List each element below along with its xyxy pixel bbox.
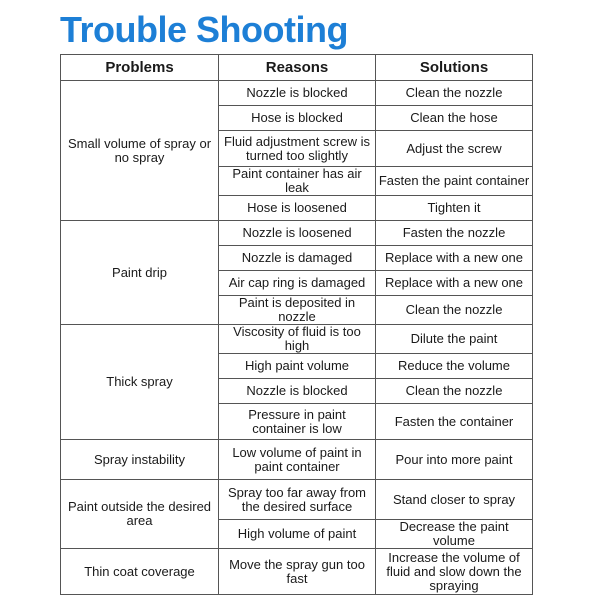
- problem-cell: Thick spray: [61, 325, 219, 440]
- solution-cell: Clean the nozzle: [376, 296, 533, 325]
- solution-cell: Tighten it: [376, 196, 533, 221]
- table-row: [61, 325, 533, 354]
- solution-cell: Dilute the paint: [376, 325, 533, 354]
- problem-cell: Paint drip: [61, 221, 219, 325]
- reason-cell: Paint is deposited in nozzle: [219, 296, 376, 325]
- solution-cell: Stand closer to spray: [376, 480, 533, 520]
- reason-cell: Paint container has air leak: [219, 167, 376, 196]
- problem-cell: Spray instability: [61, 440, 219, 480]
- table-row: [61, 440, 533, 480]
- solution-cell: Fasten the container: [376, 404, 533, 440]
- page-title: Trouble Shooting: [60, 9, 348, 50]
- solution-cell: Clean the hose: [376, 106, 533, 131]
- reason-cell: Nozzle is blocked: [219, 81, 376, 106]
- troubleshooting-table: [60, 54, 533, 595]
- problem-cell: Paint outside the desired area: [61, 480, 219, 549]
- reason-cell: Hose is blocked: [219, 106, 376, 131]
- reason-cell: Move the spray gun too fast: [219, 549, 376, 595]
- problem-cell: Small volume of spray or no spray: [61, 81, 219, 221]
- reason-cell: Nozzle is loosened: [219, 221, 376, 246]
- solution-cell: Fasten the paint container: [376, 167, 533, 196]
- solution-cell: Pour into more paint: [376, 440, 533, 480]
- table-row: [61, 549, 533, 595]
- reason-cell: Low volume of paint in paint container: [219, 440, 376, 480]
- reason-cell: Spray too far away from the desired surface: [219, 480, 376, 520]
- solution-cell: Clean the nozzle: [376, 81, 533, 106]
- reason-cell: Hose is loosened: [219, 196, 376, 221]
- reason-cell: Pressure in paint container is low: [219, 404, 376, 440]
- reason-cell: Nozzle is blocked: [219, 379, 376, 404]
- solution-cell: Clean the nozzle: [376, 379, 533, 404]
- header-problems: Problems: [61, 55, 219, 81]
- table-row: [61, 480, 533, 520]
- table-row: [61, 81, 533, 106]
- reason-cell: High volume of paint: [219, 520, 376, 549]
- solution-cell: Reduce the volume: [376, 354, 533, 379]
- reason-cell: High paint volume: [219, 354, 376, 379]
- solution-cell: Adjust the screw: [376, 131, 533, 167]
- reason-cell: Fluid adjustment screw is turned too slightly: [219, 131, 376, 167]
- reason-cell: Air cap ring is damaged: [219, 271, 376, 296]
- solution-cell: Decrease the paint volume: [376, 520, 533, 549]
- solution-cell: Replace with a new one: [376, 271, 533, 296]
- header-solutions: Solutions: [376, 55, 533, 81]
- solution-cell: Replace with a new one: [376, 246, 533, 271]
- reason-cell: Nozzle is damaged: [219, 246, 376, 271]
- table-header-row: [61, 55, 533, 81]
- solution-cell: Fasten the nozzle: [376, 221, 533, 246]
- reason-cell: Viscosity of fluid is too high: [219, 325, 376, 354]
- table-row: [61, 221, 533, 246]
- solution-cell: Increase the volume of fluid and slow down the spraying: [376, 549, 533, 595]
- problem-cell: Thin coat coverage: [61, 549, 219, 595]
- header-reasons: Reasons: [219, 55, 376, 81]
